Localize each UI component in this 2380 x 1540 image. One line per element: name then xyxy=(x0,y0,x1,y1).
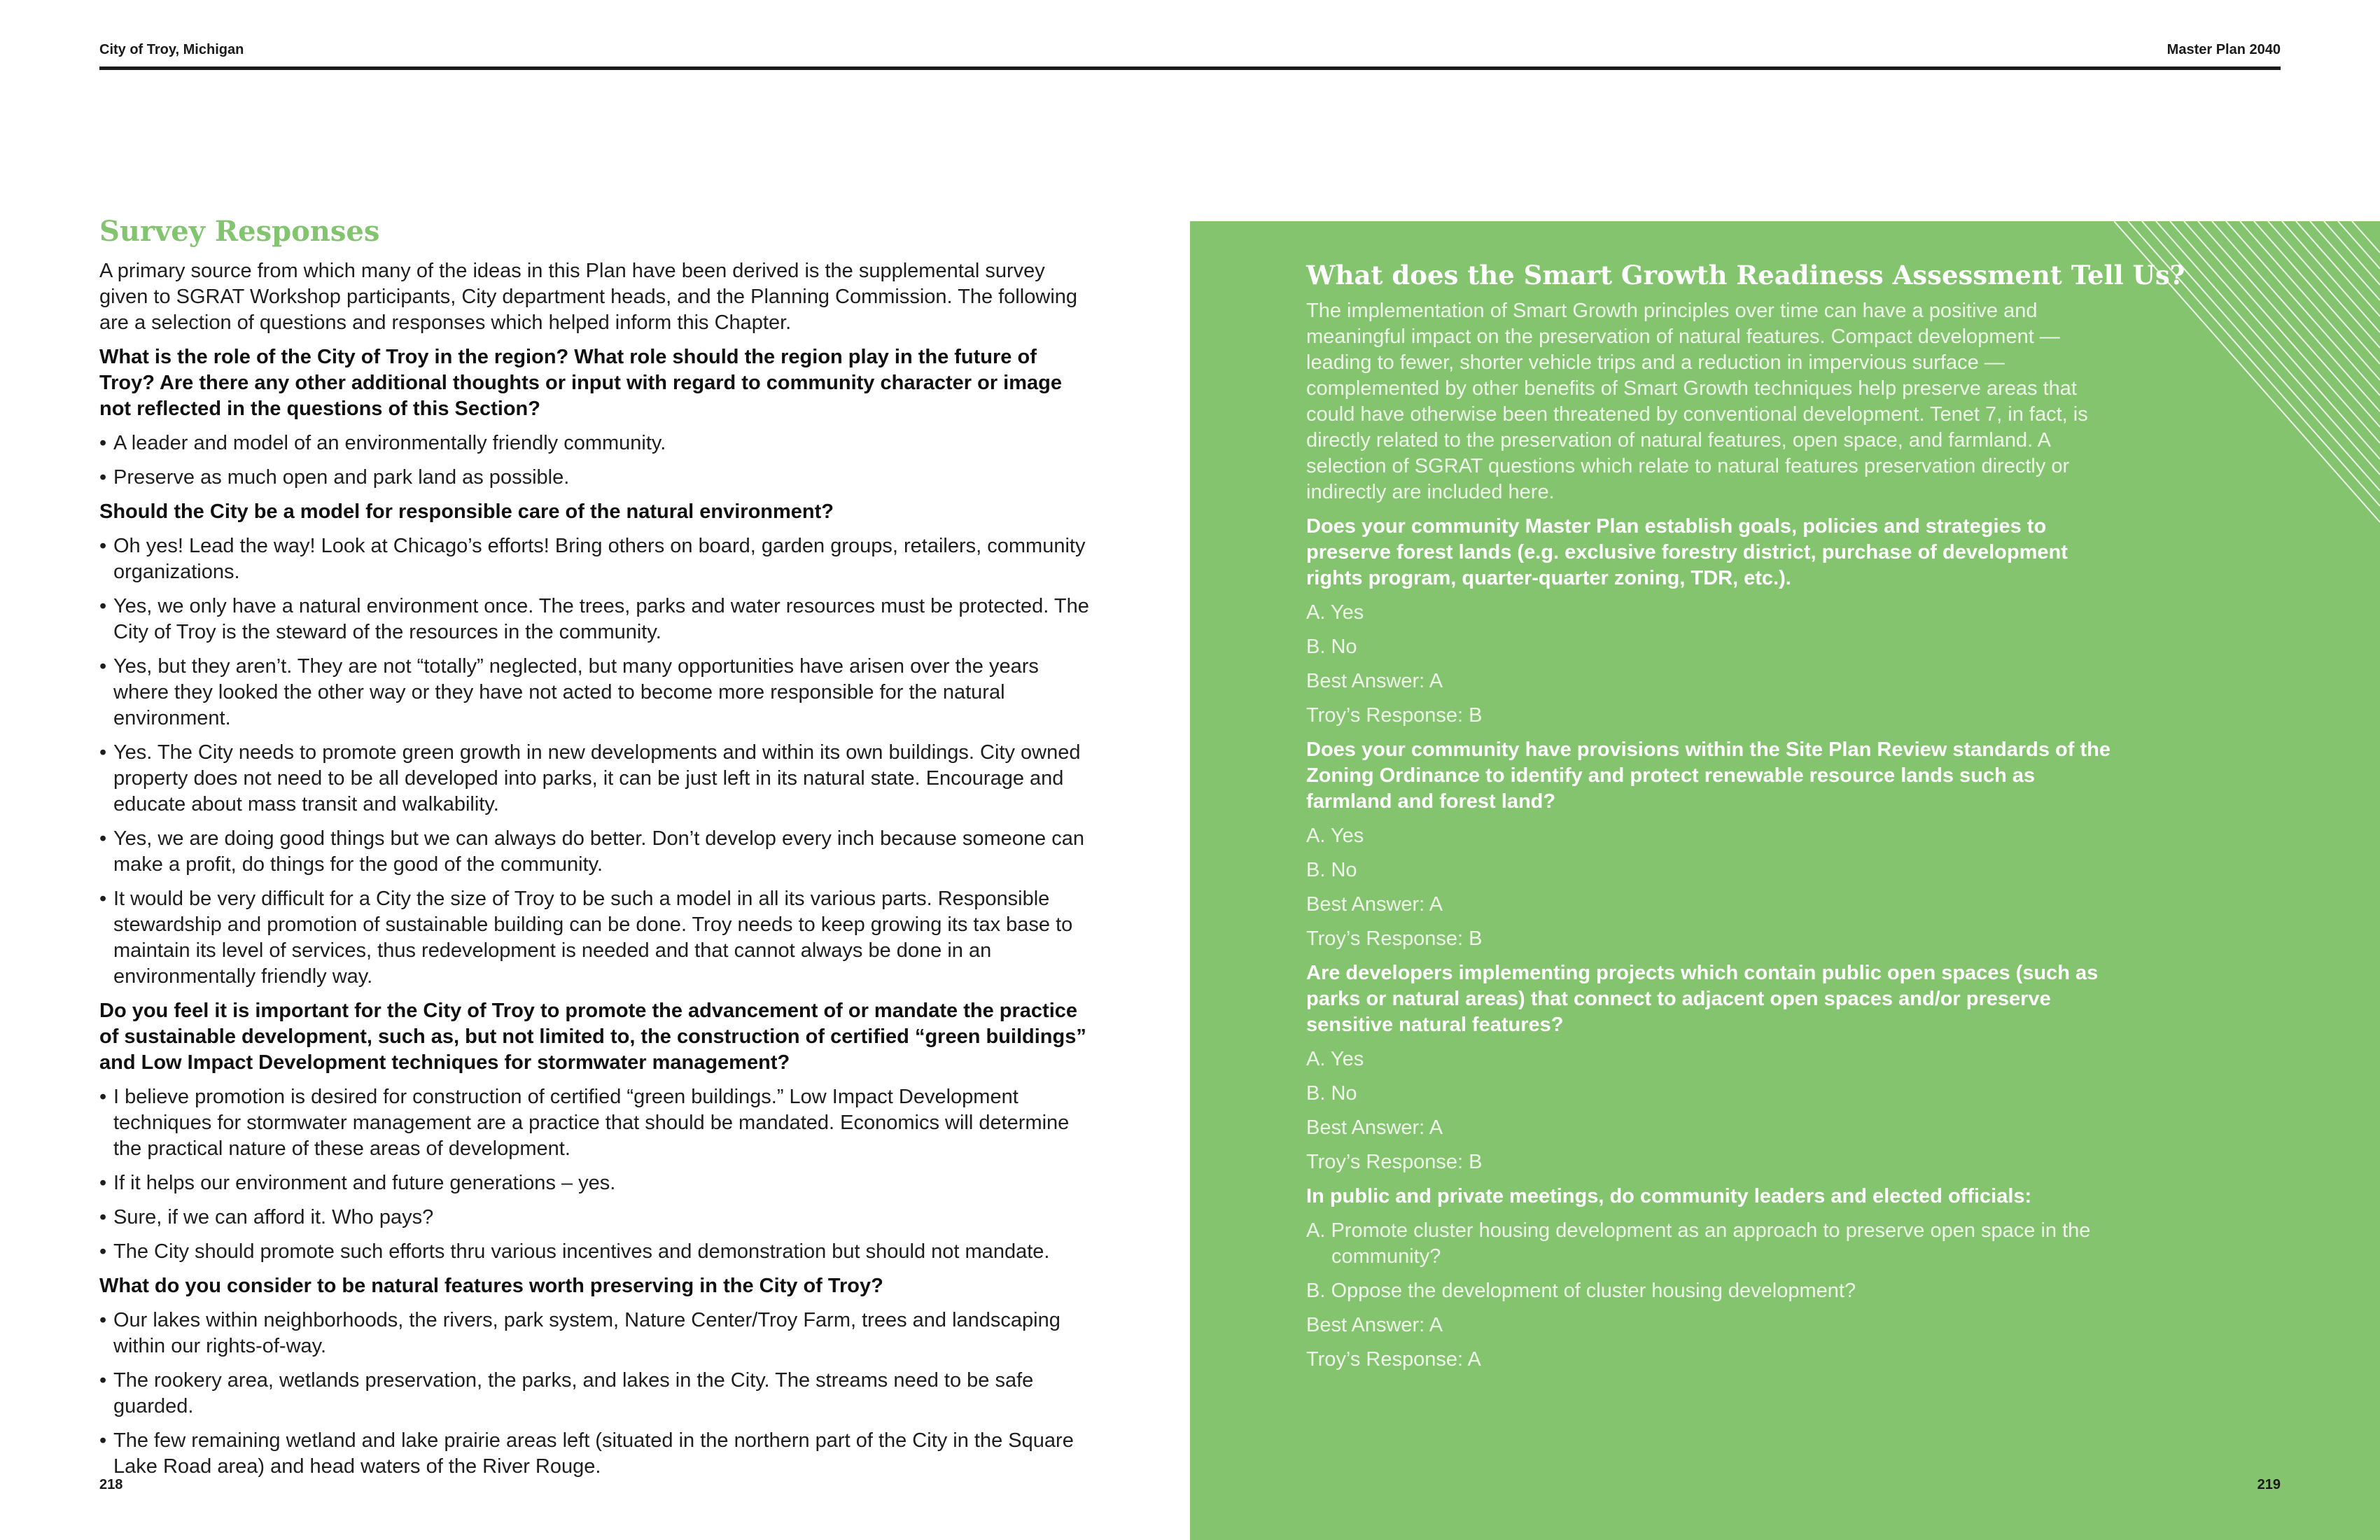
survey-answer: • Yes, we are doing good things but we can always do better. Don’t develop every inch because someone can make a profit, do things for the good of the community. xyxy=(99,826,1097,878)
survey-answer: • The rookery area, wetlands preservation, the parks, and lakes in the City. The streams need to be safe guarded. xyxy=(99,1368,1097,1420)
survey-question: Should the City be a model for responsible care of the natural environment? xyxy=(99,500,834,523)
survey-answer: • Oh yes! Lead the way! Look at Chicago’s efforts! Bring others on board, garden groups, retailers, community organizations. xyxy=(99,533,1097,585)
page-number-right: 219 xyxy=(2257,1477,2281,1492)
survey-question: What is the role of the City of Troy in the region? What role should the region play in the future of Troy? Are there any other additional thoughts or input with regard to community character or image not reflected in the questions of this Section? xyxy=(99,346,1062,420)
survey-answer: • The City should promote such efforts thru various incentives and demonstration but should not mandate. xyxy=(99,1239,1097,1265)
survey-answer: • Our lakes within neighborhoods, the rivers, park system, Nature Center/Troy Farm, trees and landscaping within our rights-of-way. xyxy=(99,1308,1097,1359)
sgrat-troy-response: Troy’s Response: B xyxy=(1306,927,1483,950)
sgrat-option-a: A. Yes xyxy=(1306,1048,1364,1070)
sgrat-best-answer: Best Answer: A xyxy=(1306,1116,1443,1139)
sgrat-option-a: A. Yes xyxy=(1306,601,1364,624)
survey-answer: • Sure, if we can afford it. Who pays? xyxy=(99,1205,1097,1231)
sgrat-best-answer: Best Answer: A xyxy=(1306,670,1443,692)
survey-answer: • If it helps our environment and future generations – yes. xyxy=(99,1170,1097,1196)
sgrat-option-b: B. No xyxy=(1306,1082,1357,1105)
sgrat-best-answer: Best Answer: A xyxy=(1306,1314,1443,1336)
header-right-title: Master Plan 2040 xyxy=(2166,42,2281,57)
header-rule xyxy=(99,66,2281,70)
page-number-left: 218 xyxy=(99,1477,123,1492)
sgrat-column xyxy=(1306,258,2185,1381)
sgrat-option-a: A. Yes xyxy=(1306,825,1364,847)
sgrat-title: What does the Smart Growth Readiness Assessment Tell Us? xyxy=(1306,260,2185,290)
survey-answer: • Yes. The City needs to promote green growth in new developments and within its own buildings. City owned property does not need to be all developed into parks, it can be just left in its natural state. Encourage and educate about mass transit and walkability. xyxy=(99,740,1097,818)
sgrat-question: Are developers implementing projects which contain public open spaces (such as parks or natural areas) that connect to adjacent open spaces and/or preserve sensitive natural features? xyxy=(1306,962,2099,1036)
sgrat-option-b: B. No xyxy=(1306,636,1357,658)
sgrat-question: In public and private meetings, do community leaders and elected officials: xyxy=(1306,1185,2032,1208)
survey-answer: • I believe promotion is desired for construction of certified “green buildings.” Low Impact Development techniques for stormwater management are a practice that should be mandated. Economics will determine the practical nature of these areas of development. xyxy=(99,1084,1097,1162)
survey-question: Do you feel it is important for the City of Troy to promote the advancement of or mandate the practice of sustainable development, such as, but not limited to, the construction of certified “green buildings” and Low Impact Development techniques for stormwater management? xyxy=(99,1000,1086,1074)
sgrat-intro: The implementation of Smart Growth principles over time can have a positive and meaningful impact on the preservation of natural features. Compact development — leading to fewer, shorter vehicle trips and a reduction in impervious surface — complemented by other benefits of Smart Growth techniques help preserve areas that could have otherwise been threatened by conventional development. Tenet 7, in fact, is directly related to the preservation of natural features, open space, and farmland. A selection of SGRAT questions which relate to natural features preservation directly or indirectly are included here. xyxy=(1306,300,2088,503)
survey-answer: • Yes, we only have a natural environment once. The trees, parks and water resources must be protected. The City of Troy is the steward of the resources in the community. xyxy=(99,594,1097,645)
sgrat-troy-response: Troy’s Response: A xyxy=(1306,1348,1481,1371)
survey-answer: • Preserve as much open and park land as possible. xyxy=(99,465,1097,491)
sgrat-option-a: A. Promote cluster housing development as an approach to preserve open space in the community? xyxy=(1306,1219,2091,1268)
survey-answer: • The few remaining wetland and lake prairie areas left (situated in the northern part of the City in the Square Lake Road area) and head waters of the River Rouge. xyxy=(99,1428,1097,1480)
sgrat-question: Does your community have provisions within the Site Plan Review standards of the Zoning Ordinance to identify and protect renewable resource lands such as farmland and forest land? xyxy=(1306,738,2110,813)
survey-answer: • Yes, but they aren’t. They are not “totally” neglected, but many opportunities have arisen over the years where they looked the other way or they have not acted to become more responsible for the natural environment. xyxy=(99,654,1097,732)
sgrat-troy-response: Troy’s Response: B xyxy=(1306,1151,1483,1173)
sgrat-troy-response: Troy’s Response: B xyxy=(1306,704,1483,727)
sgrat-question: Does your community Master Plan establish goals, policies and strategies to preserve forest lands (e.g. exclusive forestry district, purchase of development rights program, quarter-quarter zoning, TDR, etc.). xyxy=(1306,515,2068,589)
survey-answer: • A leader and model of an environmentally friendly community. xyxy=(99,430,1097,456)
section-title: Survey Responses xyxy=(99,215,380,248)
survey-question: What do you consider to be natural features worth preserving in the City of Troy? xyxy=(99,1275,883,1297)
header-left-title: City of Troy, Michigan xyxy=(99,42,244,57)
survey-responses-column xyxy=(99,214,1097,1488)
survey-answer: • It would be very difficult for a City the size of Troy to be such a model in all its various parts. Responsible stewardship and promotion of sustainable building can be done. Troy needs to keep growing its tax base to maintain its level of services, thus redevelopment is needed and that cannot always be done in an environmentally friendly way. xyxy=(99,886,1097,990)
sgrat-option-b: B. Oppose the development of cluster housing development? xyxy=(1306,1280,1856,1302)
intro-paragraph: A primary source from which many of the ideas in this Plan have been derived is the supplemental survey given to SGRAT Workshop participants, City department heads, and the Planning Commission. The following are a selection of questions and responses which helped inform this Chapter. xyxy=(99,260,1078,334)
sgrat-best-answer: Best Answer: A xyxy=(1306,893,1443,916)
sgrat-option-b: B. No xyxy=(1306,859,1357,881)
